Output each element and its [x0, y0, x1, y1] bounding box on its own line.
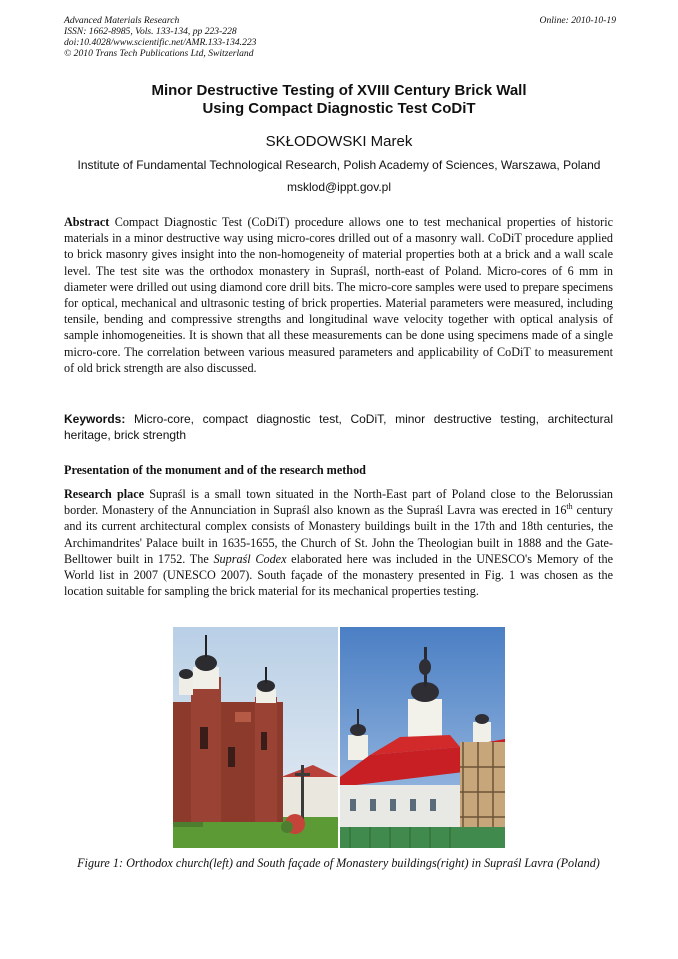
running-header — [64, 15, 616, 59]
supras-codex-italic: Supraśl Codex — [213, 551, 287, 566]
research-text-3: elaborated here was included in the UNESCO's Memory of the World list in 2007 (UNESCO 2007). South façade of the monastery presented in Fig. 1 was chosen as the location suitable for sampling the brick material for its mechanical properties testing. — [64, 551, 613, 599]
section-heading: Presentation of the monument and of the research method — [64, 463, 366, 477]
research-label: Research place — [64, 487, 145, 501]
title-line-2: Using Compact Diagnostic Test CoDiT — [202, 100, 476, 117]
monastery-facade-photo — [340, 627, 505, 848]
abstract-label: Abstract — [64, 215, 110, 229]
church-photo — [173, 627, 338, 848]
research-text-2: century and its current architectural complex consists of Monastery buildings built in the 17th and 18th centuries, the Archimandrites' Palace built in 1635-1655, the Church of St. John the Theologian built in 1888 and the Gate-Belltower built in 1752. The — [64, 503, 613, 566]
online-date: Online: 2010-10-19 — [539, 15, 616, 26]
affiliation: Institute of Fundamental Technological Research, Polish Academy of Sciences, Warszawa, Poland — [77, 158, 601, 172]
doi-line: doi:10.4028/www.scientific.net/AMR.133-134.223 — [64, 37, 257, 48]
abstract — [64, 214, 613, 376]
keywords — [64, 411, 613, 443]
paper-title — [0, 82, 678, 118]
abstract-text: Compact Diagnostic Test (CoDiT) procedure allows one to test mechanical properties of historic materials in a minor destructive way using micro-cores drilled out of a masonry wall. CoDiT procedure applied to brick masonry gives insight into the non-homogeneity of material properties both at a brick and a wall scale level. The test site was the orthodox monastery in Supraśl, north-east of Poland. Micro-cores of 6 mm in diameter were drilled out using diamond core drill bits. The micro-core samples were used to prepare specimens for optical, mechanical and ultrasonic testing of brick properties. Material parameters were measured, including tensile, bending and compressive strengths and longitudinal wave velocity together with optical analysis of sample inhomogeneities. It is shown that all these measurements can be done using specimens made of a single micro-core. The correlation between various measured parameters and applicability of CoDiT to measurement of old brick strength are also discussed. — [64, 215, 613, 375]
figure-caption: Figure 1: Orthodox church(left) and South façade of Monastery buildings(right) in Supraśl Lavra (Poland) — [77, 856, 600, 870]
title-line-1: Minor Destructive Testing of XVIII Century Brick Wall — [151, 82, 527, 99]
author-name: SKŁODOWSKI Marek — [265, 133, 413, 150]
journal-name: Advanced Materials Research — [64, 15, 180, 26]
copyright-line: © 2010 Trans Tech Publications Ltd, Switzerland — [64, 48, 254, 59]
keywords-text: Micro-core, compact diagnostic test, CoDiT, minor destructive testing, architectural heritage, brick strength — [64, 412, 613, 442]
research-text-1: Supraśl is a small town situated in the North-East part of Poland close to the Belorussian border. Monastery of the Annunciation in Supraśl also known as the Supraśl Lavra was erected in 16 — [64, 487, 613, 518]
issn-line: ISSN: 1662-8985, Vols. 133-134, pp 223-228 — [64, 26, 237, 37]
superscript-th: th — [566, 502, 573, 512]
author-email: msklod@ippt.gov.pl — [286, 180, 391, 194]
keywords-label: Keywords: — [64, 412, 126, 426]
research-paragraph — [64, 486, 613, 599]
